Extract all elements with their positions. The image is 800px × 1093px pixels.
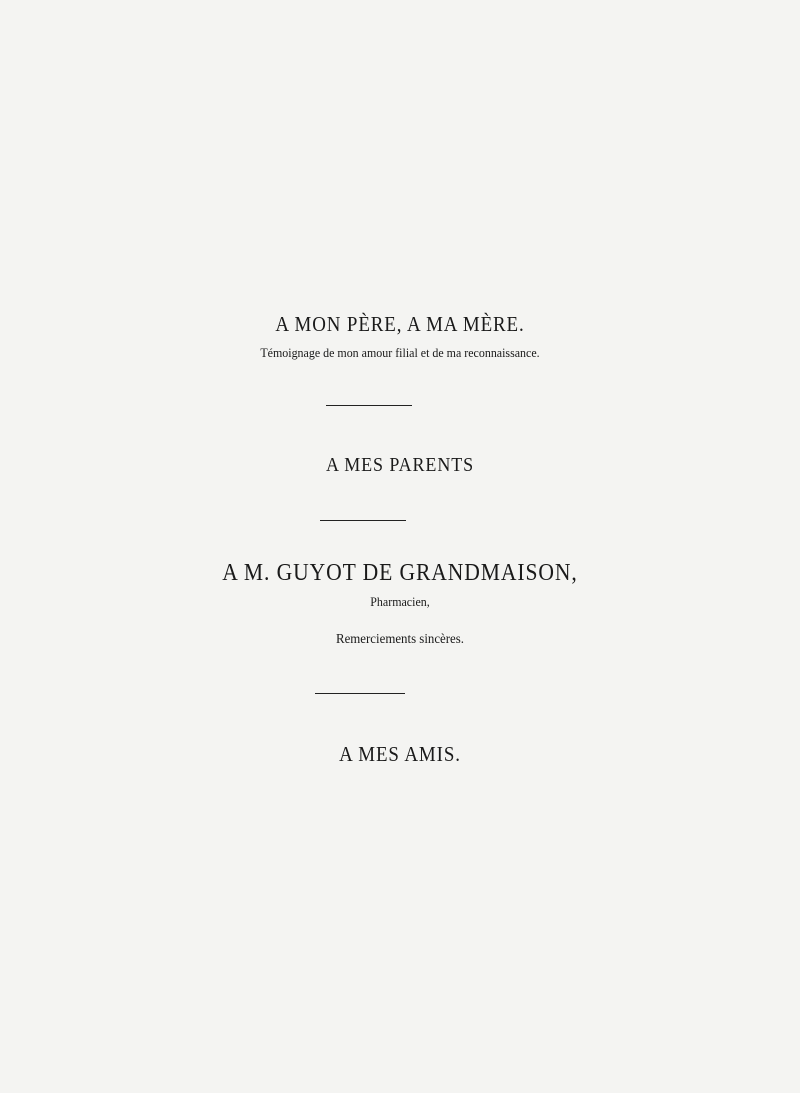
divider-2	[320, 520, 406, 521]
dedication-guyot-thanks: Remerciements sincères.	[335, 632, 465, 647]
dedication-family-title: A MES PARENTS	[325, 454, 475, 476]
dedication-guyot-profession: Pharmacien,	[370, 594, 430, 609]
dedication-friends-title: A MES AMIS.	[339, 742, 461, 766]
dedication-guyot-title: A M. GUYOT DE GRANDMAISON,	[222, 560, 578, 586]
divider-1	[326, 405, 412, 406]
dedication-parents-title: A MON PÈRE, A MA MÈRE.	[275, 312, 525, 336]
dedication-parents-subtitle: Témoignage de mon amour filial et de ma reconnaissance.	[260, 345, 540, 360]
divider-3	[315, 693, 405, 694]
